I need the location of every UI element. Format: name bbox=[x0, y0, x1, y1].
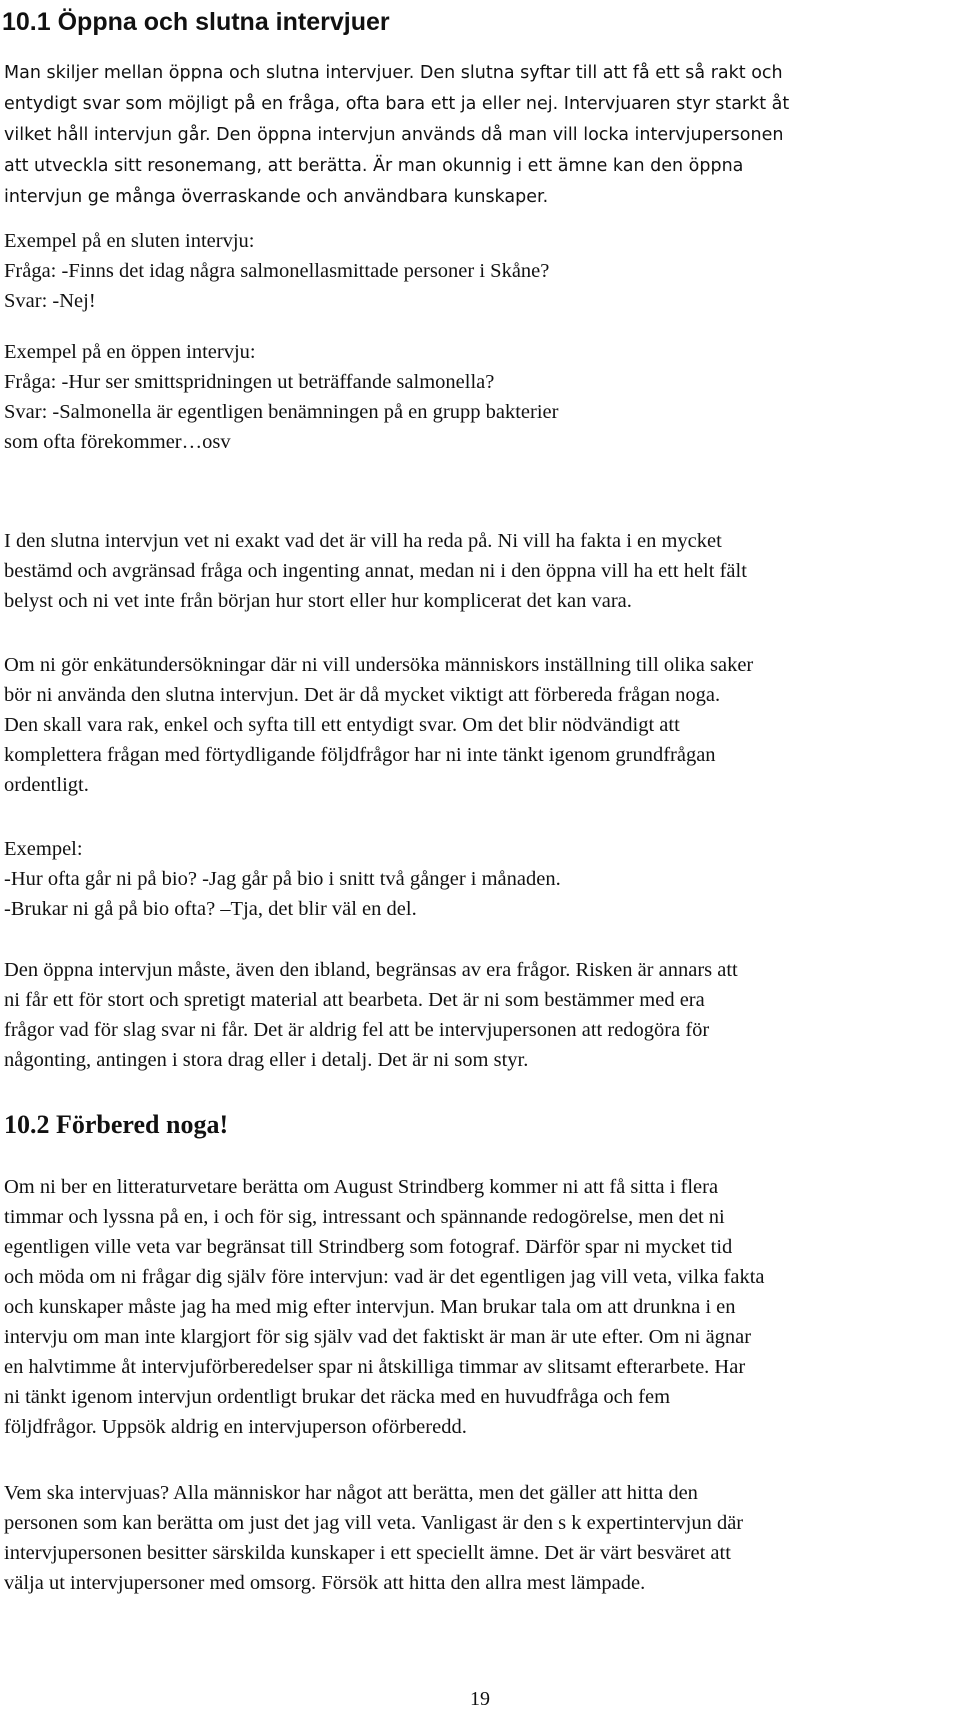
paragraph-closed-example bbox=[4, 226, 954, 316]
text-line: Fråga: -Hur ser smittspridningen ut beträffande salmonella? bbox=[4, 371, 495, 393]
text-line: följdfrågor. Uppsök aldrig en intervjuperson oförberedd. bbox=[4, 1416, 467, 1438]
paragraph-strindberg bbox=[4, 1172, 954, 1442]
text-line: timmar och lyssna på en, i och för sig, intressant och spännande redogörelse, men det ni bbox=[4, 1206, 725, 1228]
text-line: intervju om man inte klargjort för sig själv vad det faktiskt är man är ute efter. Om ni ägnar bbox=[4, 1326, 752, 1348]
text-line: personen som kan berätta om just det jag vill veta. Vanligast är den s k expertintervjun där bbox=[4, 1512, 744, 1534]
text-line: Exempel på en öppen intervju: bbox=[4, 341, 256, 363]
text-line: komplettera frågan med förtydligande följdfrågor har ni inte tänkt igenom grundfrågan bbox=[4, 744, 716, 766]
text-line: välja ut intervjupersoner med omsorg. Försök att hitta den allra mest lämpade. bbox=[4, 1572, 646, 1594]
text-line: ordentligt. bbox=[4, 774, 89, 796]
text-line: Om ni ber en litteraturvetare berätta om August Strindberg kommer ni att få sitta i flera bbox=[4, 1176, 719, 1198]
text-line: intervjupersonen besitter särskilda kunskaper i ett speciellt ämne. Det är värt besväret att bbox=[4, 1542, 731, 1564]
text-line: Om ni gör enkätundersökningar där ni vill undersöka människors inställning till olika saker bbox=[4, 654, 754, 676]
text-line: och möda om ni frågar dig själv före intervjun: vad är det egentligen jag vill veta, vilka fakta bbox=[4, 1266, 765, 1288]
text-line: bör ni använda den slutna intervjun. Det är då mycket viktigt att förbereda frågan noga. bbox=[4, 684, 721, 706]
page-number: 19 bbox=[470, 1688, 490, 1710]
text-line: Den öppna intervjun måste, även den ibland, begränsas av era frågor. Risken är annars att bbox=[4, 959, 738, 981]
text-line: -Brukar ni gå på bio ofta? –Tja, det blir väl en del. bbox=[4, 898, 417, 920]
text-line: egentligen ville veta var begränsat till Strindberg som fotograf. Därför spar ni mycket tid bbox=[4, 1236, 733, 1258]
paragraph-closed-interview bbox=[4, 526, 954, 616]
text-line: att utveckla sitt resonemang, att berätta. Är man okunnig i ett ämne kan den öppna bbox=[4, 156, 744, 176]
paragraph-intro bbox=[4, 58, 954, 213]
text-line: och kunskaper måste jag ha med mig efter intervjun. Man brukar tala om att drunkna i en bbox=[4, 1296, 736, 1318]
text-line: Man skiljer mellan öppna och slutna intervjuer. Den slutna syftar till att få ett så rakt och bbox=[4, 63, 783, 83]
section-heading-forbered: 10.2 Förbered noga! bbox=[4, 1110, 229, 1139]
text-line: frågor vad för slag svar ni får. Det är aldrig fel att be intervjupersonen att redogöra för bbox=[4, 1019, 710, 1041]
text-line: som ofta förekommer…osv bbox=[4, 431, 231, 453]
text-line: Vem ska intervjuas? Alla människor har något att berätta, men det gäller att hitta den bbox=[4, 1482, 698, 1504]
text-line: intervjun ge många överraskande och användbara kunskaper. bbox=[4, 187, 549, 207]
text-line: Svar: -Nej! bbox=[4, 290, 96, 312]
paragraph-open-example bbox=[4, 337, 954, 457]
text-line: Fråga: -Finns det idag några salmonellasmittade personer i Skåne? bbox=[4, 260, 550, 282]
text-line: bestämd och avgränsad fråga och ingenting annat, medan ni i den öppna vill ha ett helt fält bbox=[4, 560, 747, 582]
text-line: belyst och ni vet inte från början hur stort eller hur komplicerat det kan vara. bbox=[4, 590, 632, 612]
text-line: Exempel: bbox=[4, 838, 83, 860]
text-line: någonting, antingen i stora drag eller i detalj. Det är ni som styr. bbox=[4, 1049, 529, 1071]
text-line: Svar: -Salmonella är egentligen benämningen på en grupp bakterier bbox=[4, 401, 559, 423]
text-line: ni får ett för stort och spretigt material att bearbeta. Det är ni som bestämmer med era bbox=[4, 989, 705, 1011]
paragraph-surveys bbox=[4, 650, 954, 800]
text-line: en halvtimme åt intervjuförberedelser spar ni åtskilliga timmar av slitsamt efterarbete. Har bbox=[4, 1356, 746, 1378]
paragraph-open-limits bbox=[4, 955, 954, 1075]
text-line: -Hur ofta går ni på bio? -Jag går på bio i snitt två gånger i månaden. bbox=[4, 868, 561, 890]
text-line: vilket håll intervjun går. Den öppna intervjun används då man vill locka intervjupersonen bbox=[4, 125, 784, 145]
text-line: ni tänkt igenom intervjun ordentligt brukar det räcka med en huvudfråga och fem bbox=[4, 1386, 671, 1408]
paragraph-who-to-interview bbox=[4, 1478, 954, 1598]
text-line: Den skall vara rak, enkel och syfta till ett entydigt svar. Om det blir nödvändigt att bbox=[4, 714, 680, 736]
section-heading-oppna-slutna: 10.1 Öppna och slutna intervjuer bbox=[2, 8, 390, 36]
paragraph-example bbox=[4, 834, 954, 924]
text-line: I den slutna intervjun vet ni exakt vad det är vill ha reda på. Ni vill ha fakta i en mycket bbox=[4, 530, 722, 552]
text-line: Exempel på en sluten intervju: bbox=[4, 230, 255, 252]
text-line: entydigt svar som möjligt på en fråga, ofta bara ett ja eller nej. Intervjuaren styr starkt åt bbox=[4, 94, 790, 114]
